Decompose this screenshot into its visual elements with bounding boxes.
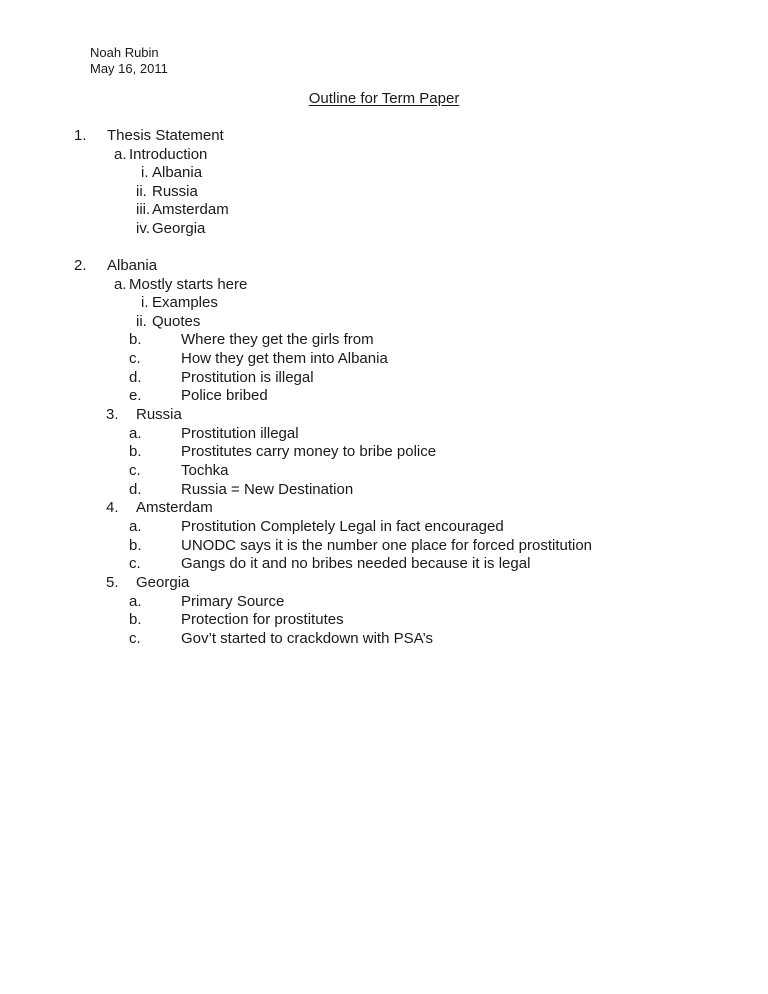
outline-text: UNODC says it is the number one place for forced prostitution bbox=[181, 537, 593, 554]
document-date: May 16, 2011 bbox=[90, 61, 168, 76]
outline-text: Tochka bbox=[181, 462, 229, 479]
outline-text: Georgia bbox=[136, 574, 190, 591]
outline-marker: b. bbox=[129, 331, 142, 348]
outline-marker: 3. bbox=[106, 406, 119, 423]
outline-text: Prostitutes carry money to bribe police bbox=[181, 443, 437, 460]
outline-marker: b. bbox=[129, 443, 142, 460]
outline-text: Primary Source bbox=[181, 593, 285, 610]
outline-text: Albania bbox=[152, 164, 203, 181]
outline-text: Prostitution Completely Legal in fact encouraged bbox=[181, 518, 504, 535]
outline-marker: ii. bbox=[136, 183, 147, 200]
outline-marker: 2. bbox=[74, 257, 87, 274]
outline-text: Georgia bbox=[152, 220, 206, 237]
outline-text: How they get them into Albania bbox=[181, 350, 388, 367]
outline-marker: c. bbox=[129, 555, 141, 572]
outline-marker: c. bbox=[129, 630, 141, 647]
outline-text: Introduction bbox=[129, 146, 208, 163]
outline-marker: a. bbox=[114, 146, 127, 163]
outline-marker: c. bbox=[129, 350, 141, 367]
outline-marker: i. bbox=[141, 164, 149, 181]
outline-text: Gangs do it and no bribes needed because it is legal bbox=[181, 555, 531, 572]
outline-text: Mostly starts here bbox=[129, 276, 248, 293]
outline-marker: iii. bbox=[136, 201, 151, 218]
outline-marker: iv. bbox=[136, 220, 150, 237]
outline-marker: c. bbox=[129, 462, 141, 479]
outline-marker: a. bbox=[129, 425, 142, 442]
outline-text: Police bribed bbox=[181, 387, 268, 404]
outline-text: Where they get the girls from bbox=[181, 331, 374, 348]
outline-marker: ii. bbox=[136, 313, 147, 330]
outline-marker: 5. bbox=[106, 574, 119, 591]
outline-marker: a. bbox=[129, 518, 142, 535]
outline-text: Russia bbox=[152, 183, 198, 200]
outline-text: Protection for prostitutes bbox=[181, 611, 344, 628]
outline-marker: 1. bbox=[74, 127, 87, 144]
outline-marker: b. bbox=[129, 611, 142, 628]
outline-text: Thesis Statement bbox=[107, 127, 224, 144]
outline-text: Gov’t started to crackdown with PSA’s bbox=[181, 630, 434, 647]
outline-marker: e. bbox=[129, 387, 142, 404]
outline-text: Russia bbox=[136, 406, 182, 423]
outline-text: Amsterdam bbox=[136, 499, 213, 516]
outline-marker: 4. bbox=[106, 499, 119, 516]
outline-text: Quotes bbox=[152, 313, 201, 330]
outline-marker: i. bbox=[141, 294, 149, 311]
outline-marker: a. bbox=[129, 593, 142, 610]
author-name: Noah Rubin bbox=[90, 45, 159, 60]
page-title-text: Outline for Term Paper bbox=[308, 90, 460, 107]
outline-marker: d. bbox=[129, 369, 142, 386]
outline-text: Prostitution is illegal bbox=[181, 369, 314, 386]
outline-marker: a. bbox=[114, 276, 127, 293]
outline-marker: d. bbox=[129, 481, 142, 498]
outline-marker: b. bbox=[129, 537, 142, 554]
outline-text: Amsterdam bbox=[152, 201, 229, 218]
outline-text: Prostitution illegal bbox=[181, 425, 299, 442]
outline-text: Russia = New Destination bbox=[181, 481, 354, 498]
outline-text: Examples bbox=[152, 294, 218, 311]
outline-text: Albania bbox=[107, 257, 158, 274]
page-title bbox=[0, 90, 768, 108]
